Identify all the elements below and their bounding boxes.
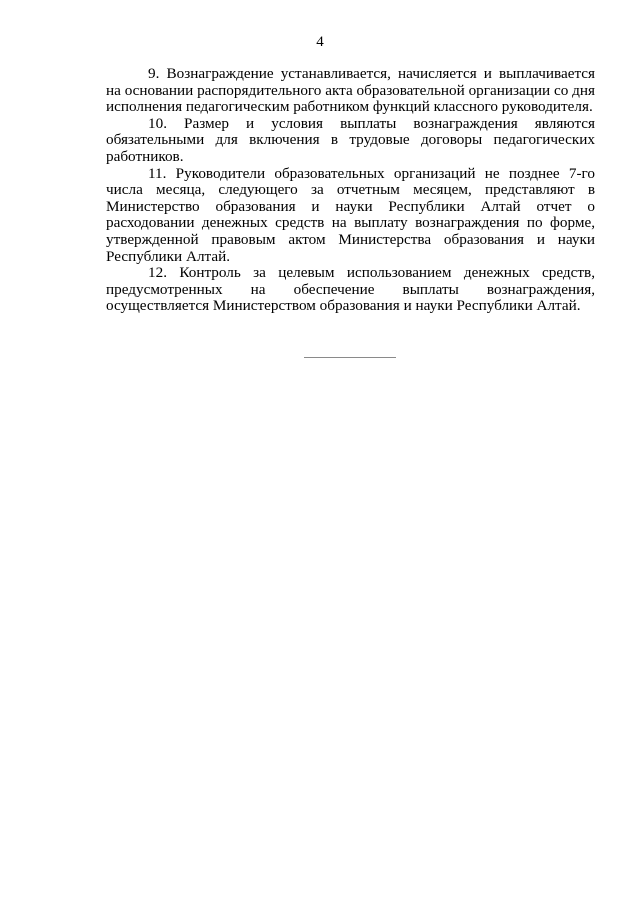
document-body	[106, 66, 595, 315]
paragraph-12: 12. Контроль за целевым использованием денежных средств, предусмотренных на обеспечение выплаты вознаграждения, осуществляется Министерством образования и науки Республики Алтай.	[106, 264, 595, 315]
page-number: 4	[316, 34, 324, 50]
paragraph-11: 11. Руководители образовательных организаций не позднее 7-го числа месяца, следующего за отчетным месяцем, представляют в Министерство образования и науки Республики Алтай отчет о расходовании денежных средств на выплату вознаграждения по форме, утвержденной правовым актом Министерства образования и науки Республики Алтай.	[106, 164, 595, 265]
end-separator-line	[304, 357, 396, 358]
paragraph-9: 9. Вознаграждение устанавливается, начисляется и выплачивается на основании распорядительного акта образовательной организации со дня исполнения педагогическим работником функций классного руководителя.	[106, 65, 595, 116]
paragraph-10: 10. Размер и условия выплаты вознаграждения являются обязательными для включения в трудовые договоры педагогических работников.	[106, 114, 595, 165]
